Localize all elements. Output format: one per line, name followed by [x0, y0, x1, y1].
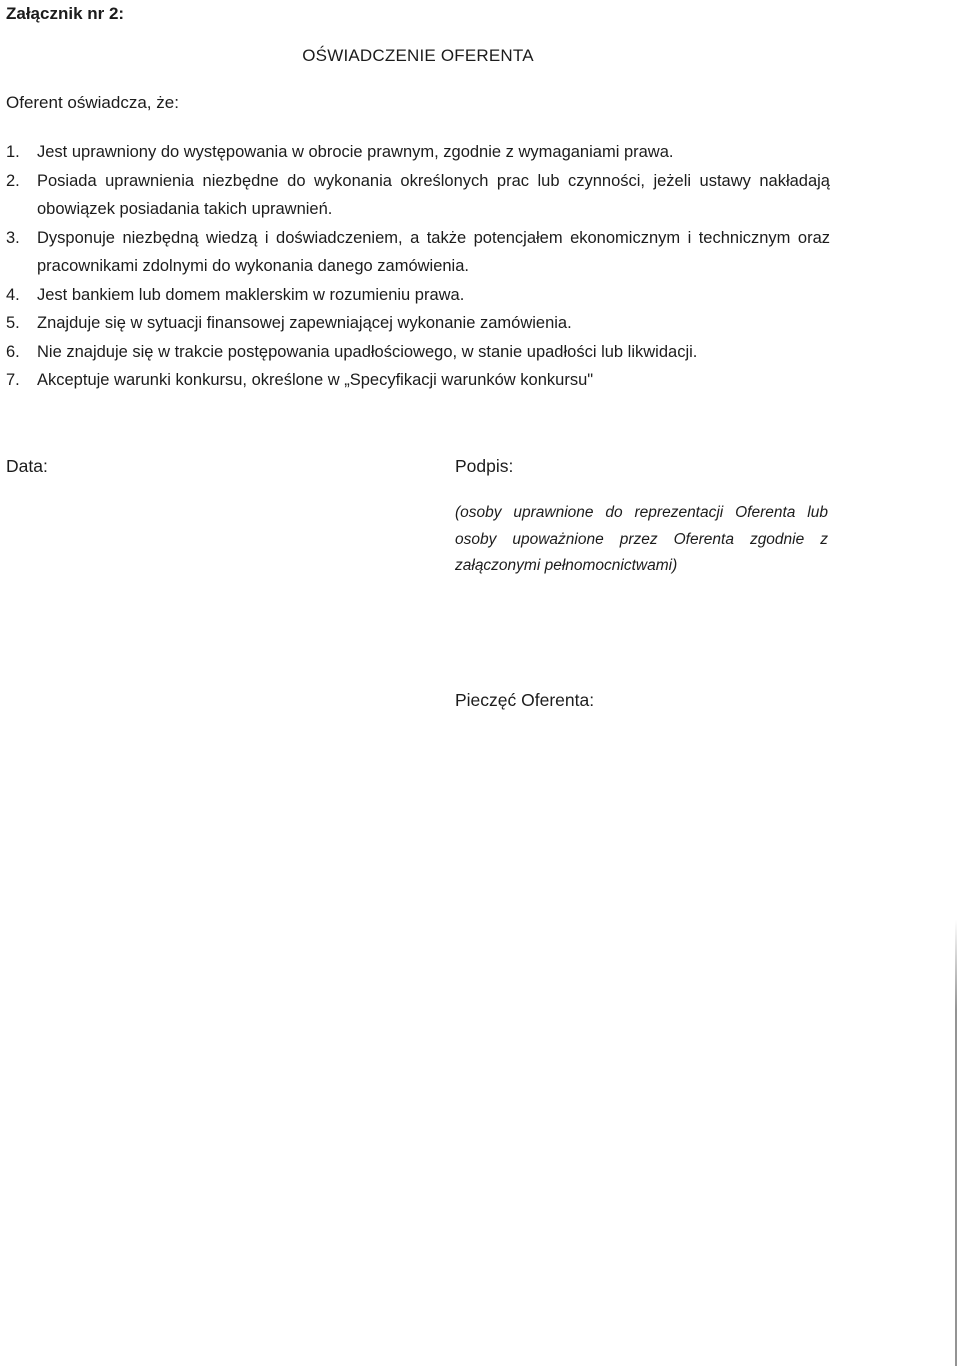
item-number: 4. [6, 285, 20, 304]
list-item [6, 224, 830, 281]
list-item [6, 138, 830, 167]
list-item [6, 309, 830, 338]
item-number: 7. [6, 371, 20, 389]
item-text: Nie znajduje się w trakcie postępowania upadłościowego, w stanie upadłości lub likwidacji. [37, 342, 698, 361]
item-text: Akceptuje warunki konkursu, określone w „Specyfikacji warunków konkursu" [37, 371, 594, 389]
item-number: 2. [6, 171, 20, 190]
intro-text: Oferent oświadcza, że: [6, 93, 179, 112]
date-label: Data: [6, 456, 48, 476]
item-text: Posiada uprawnienia niezbędne do wykonania określonych prac lub czynności, jeżeli ustawy nakładają obowiązek posiadania takich uprawnień. [37, 171, 830, 218]
scan-edge-line [955, 920, 957, 1366]
list-item [6, 281, 830, 310]
item-text: Jest bankiem lub domem maklerskim w rozumieniu prawa. [37, 285, 465, 304]
item-number: 1. [6, 143, 20, 161]
item-number: 5. [6, 314, 20, 332]
item-text: Jest uprawniony do występowania w obrocie prawnym, zgodnie z wymaganiami prawa. [37, 143, 674, 161]
declaration-list [6, 138, 830, 395]
item-text: Dysponuje niezbędną wiedzą i doświadczeniem, a także potencjałem ekonomicznym i technicznym oraz pracownikami zdolnymi do wykonania danego zamówienia. [37, 228, 830, 275]
signature-label: Podpis: [455, 456, 514, 476]
stamp-label: Pieczęć Oferenta: [455, 690, 595, 710]
list-item [6, 338, 830, 367]
item-text: Znajduje się w sytuacji finansowej zapewniającej wykonanie zamówienia. [37, 314, 572, 332]
item-number: 6. [6, 342, 20, 361]
item-number: 3. [6, 228, 20, 247]
attachment-label: Załącznik nr 2: [6, 4, 125, 23]
signature-note: (osoby uprawnione do reprezentacji Oferenta lub osoby upoważnione przez Oferenta zgodnie z załączonymi pełnomocnictwami) [455, 504, 828, 574]
list-item [6, 366, 830, 395]
list-item [6, 167, 830, 224]
document-title: OŚWIADCZENIE OFERENTA [302, 46, 534, 65]
